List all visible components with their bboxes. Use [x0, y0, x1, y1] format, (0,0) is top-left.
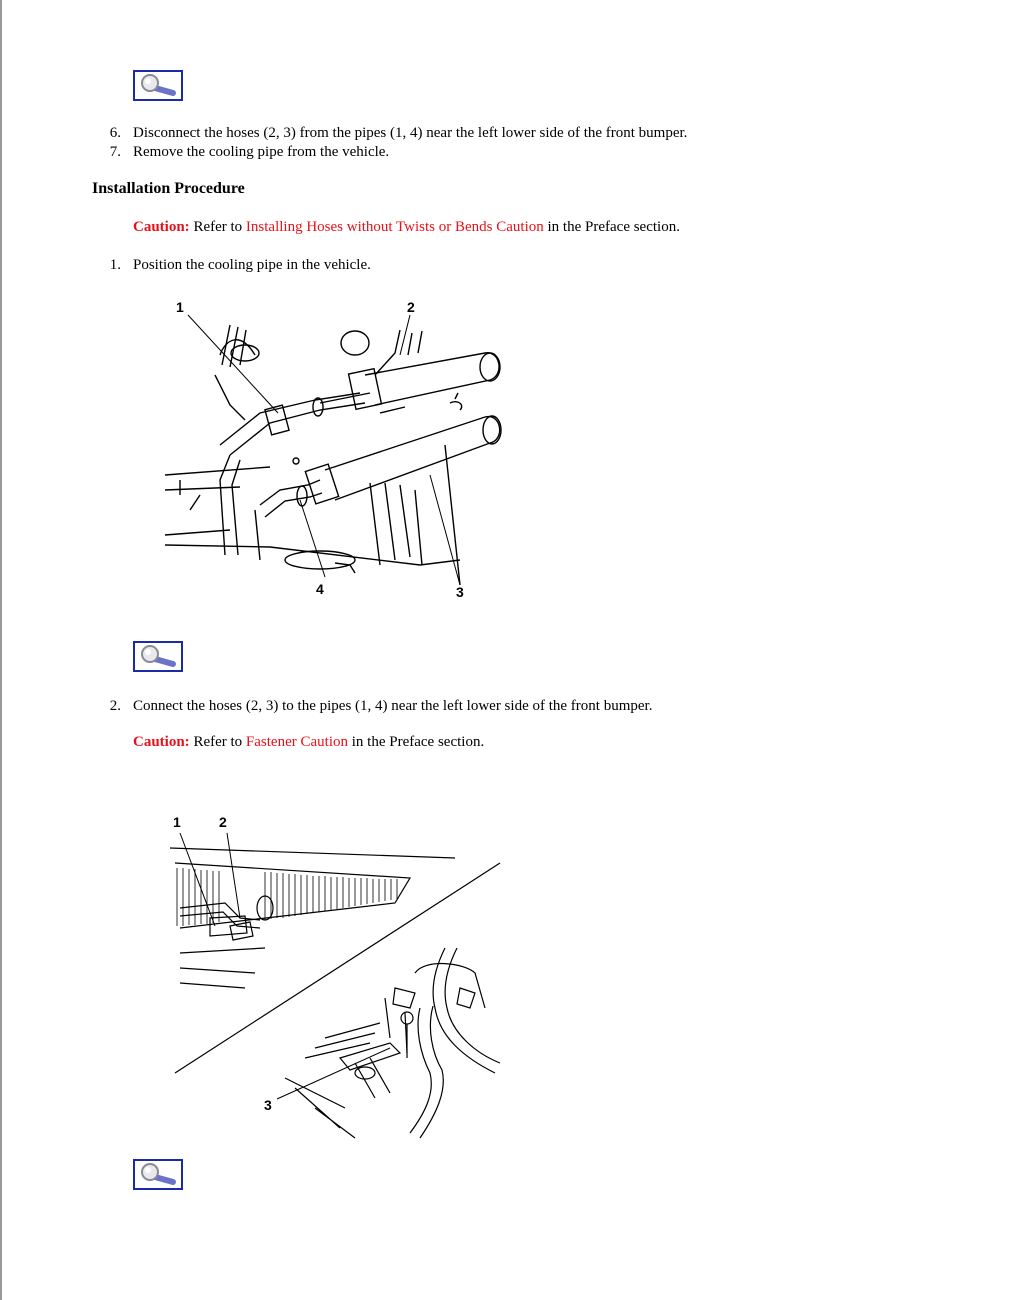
caution-label: Caution:	[133, 219, 190, 235]
callout-1: 1	[176, 299, 184, 315]
caution-label: Caution:	[133, 734, 190, 750]
zoom-figure-button[interactable]	[133, 70, 183, 101]
caution-note: Caution: Refer to Fastener Caution in the Preface section.	[133, 734, 485, 750]
installing-hoses-caution-link[interactable]: Installing Hoses without Twists or Bends Caution	[245, 219, 544, 235]
magnifier-zoom-icon	[135, 72, 181, 99]
magnifier-zoom-icon	[135, 643, 181, 670]
page-left-border	[0, 0, 2, 1300]
fastener-caution-link[interactable]: Fastener Caution	[245, 734, 348, 750]
zoom-figure-button[interactable]	[133, 641, 183, 672]
callout-2: 2	[219, 814, 227, 830]
callout-4: 4	[316, 581, 324, 597]
caution-note: Caution: Refer to Installing Hoses without Twists or Bends Caution in the Preface section.	[133, 219, 680, 235]
callout-2: 2	[407, 299, 415, 315]
callout-1: 1	[173, 814, 181, 830]
magnifier-zoom-icon	[135, 1161, 181, 1188]
zoom-figure-button[interactable]	[133, 1159, 183, 1190]
hose-connection-bumper-illustration	[165, 808, 510, 1148]
callout-3: 3	[456, 584, 464, 600]
section-heading: Installation Procedure	[92, 180, 245, 197]
cooling-pipe-position-illustration	[160, 295, 520, 605]
callout-3: 3	[264, 1097, 272, 1113]
